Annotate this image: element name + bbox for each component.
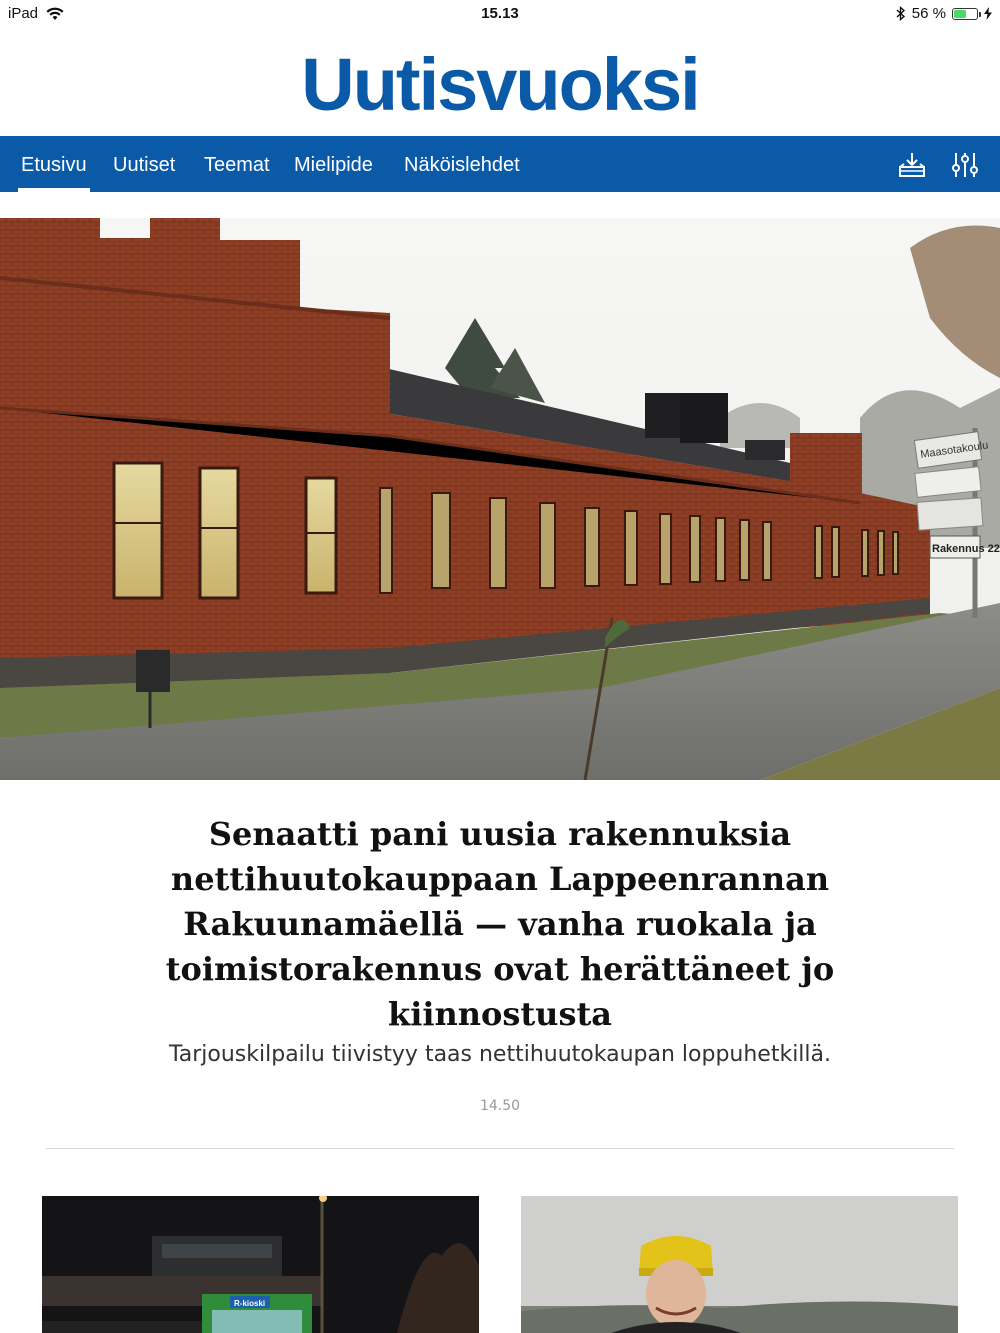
charging-icon	[984, 7, 992, 20]
status-time: 15.13	[481, 5, 519, 22]
story-thumbnail-right[interactable]	[521, 1196, 958, 1333]
sign-maasotakoulu: Maasotakoulu	[919, 439, 990, 461]
download-tray-icon[interactable]	[897, 150, 927, 180]
header	[0, 28, 1000, 136]
kiosk-night-photo	[42, 1196, 479, 1333]
rescue-worker-photo	[521, 1196, 958, 1333]
top-story-lead: Tarjouskilpailu tiivistyy taas nettihuutokaupan loppuhetkillä.	[168, 1042, 832, 1067]
brick-building-photo	[0, 218, 1000, 780]
bluetooth-icon	[896, 6, 906, 21]
battery-fill	[954, 10, 966, 18]
battery-percent: 56 %	[911, 5, 946, 22]
top-story-headline[interactable]: Senaatti pani uusia rakennuksia nettihuutokauppaan Lappeenrannan Rakuunamäellä — vanha ruokala ja toimistorakennus ovat herättäneet jo kiinnostusta	[165, 815, 835, 1033]
tab-etusivu[interactable]: Etusivu	[21, 136, 87, 192]
top-story-time: 14.50	[479, 1098, 521, 1114]
tab-teemat[interactable]: Teemat	[204, 154, 270, 176]
site-logo[interactable]: Uutisvuoksi	[301, 43, 699, 126]
kiosk-sign: R-kioski	[234, 1299, 266, 1308]
story-thumbnail-left[interactable]	[42, 1196, 479, 1333]
device-name: iPad	[8, 5, 39, 22]
top-story-image[interactable]	[0, 218, 1000, 780]
status-bar	[0, 0, 1000, 28]
tab-uutiset[interactable]: Uutiset	[113, 154, 176, 176]
battery-icon	[952, 8, 978, 20]
main-nav	[0, 136, 1000, 192]
tab-mielipide[interactable]: Mielipide	[294, 154, 373, 176]
sign-rakennus: Rakennus 22	[932, 543, 1000, 555]
tab-naoislehdet[interactable]: Näköislehdet	[404, 154, 520, 176]
sliders-icon[interactable]	[950, 150, 980, 180]
divider	[46, 1148, 954, 1149]
